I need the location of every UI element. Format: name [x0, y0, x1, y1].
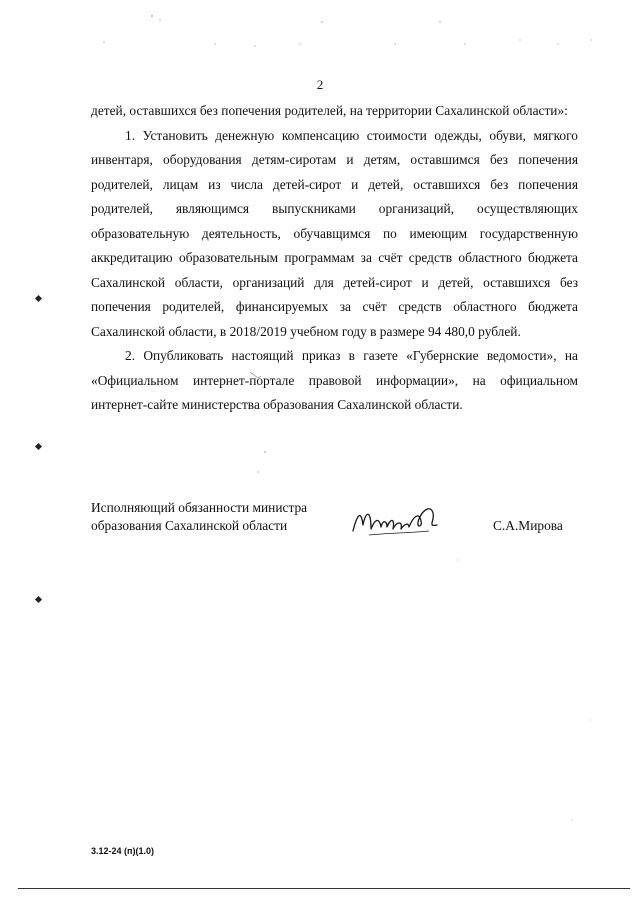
signer-title-line-2: образования Сахалинской области	[91, 518, 288, 533]
handwritten-signature	[349, 495, 445, 543]
paragraph-item-2: 2. Опубликовать настоящий приказ в газете «Губернские ведомости», на «Официальном интернет-портале правовой информации», на официальном интернет-сайте министерства образования Сахалинской области.	[91, 348, 578, 412]
binding-hole-mark	[35, 443, 42, 450]
bottom-rule	[18, 888, 630, 889]
page-number: 2	[316, 77, 324, 92]
paragraph-continuation: детей, оставшихся без попечения родителей, на территории Сахалинской области»:	[91, 103, 568, 118]
document-body	[91, 99, 578, 418]
binding-hole-mark	[35, 295, 42, 302]
signer-name: С.А.Мирова	[493, 518, 563, 533]
binding-hole-mark	[35, 596, 42, 603]
signer-title	[91, 499, 307, 535]
form-code: 3.12-24 (п)(1.0)	[91, 846, 154, 856]
signature-block	[91, 499, 591, 543]
signer-title-line-1: Исполняющий обязанности министра	[91, 500, 308, 515]
paragraph-item-1: 1. Установить денежную компенсацию стоимости одежды, обуви, мягкого инвентаря, оборудования детям-сиротам и детям, оставшимся без попечения родителей, лицам из числа детей-сирот и детей, оставшихся без попечения родителей, являющимся выпускниками организаций, осуществляющих образовательную деятельность, обучавщимся по имеющим государственную аккредитацию образовательным программам за счёт средств областного бюджета Сахалинской области, организаций для детей-сирот и детей, оставшихся без попечения родителей, финансируемых за счёт средств областного бюджета Сахалинской области, в 2018/2019 учебном году в размере 94 480,0 рублей.	[91, 127, 578, 339]
